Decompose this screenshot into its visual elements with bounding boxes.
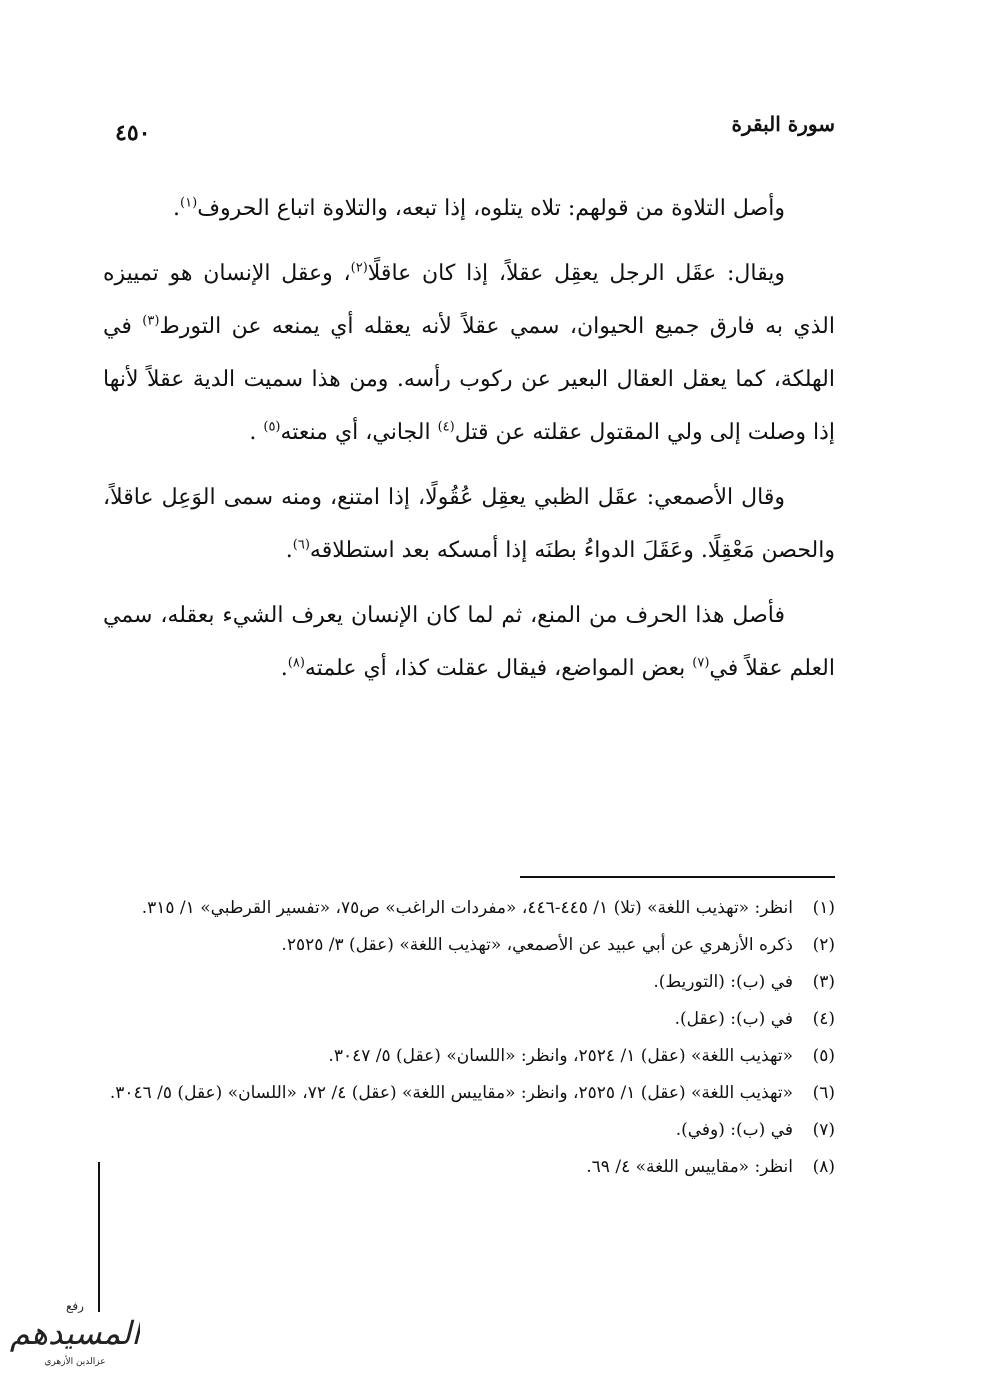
- footnote-ref[interactable]: (٨): [287, 655, 305, 671]
- paragraph-text: في الهلكة، كما يعقل العقال البعير عن ركوب رأسه. ومن هذا سميت الدية عقلاً لأنها إذا وصلت إلى ولي المقتول عقلته عن قتل: [103, 314, 835, 445]
- paragraph: [103, 471, 835, 577]
- footnote-item: [103, 1001, 835, 1038]
- footnote-item: [103, 1149, 835, 1186]
- paragraph-text: فأصل هذا الحرف من المنع، ثم لما كان الإنسان يعرف الشيء بعقله، سمي العلم عقلاً في: [103, 603, 835, 681]
- footnote-text: انظر: «تهذيب اللغة» (تلا) ١/ ٤٤٥-٤٤٦، «مفردات الراغب» ص٧٥، «تفسير القرطبي» ١/ ٣١٥.: [141, 898, 793, 918]
- paragraph-text: ، وعقل الإنسان هو تمييزه الذي به فارق جميع الحيوان، سمي عقلاً لأنه يعقله أي يمنعه عن التورط: [103, 261, 835, 339]
- paragraph: [103, 247, 835, 459]
- footnote-text: «تهذيب اللغة» (عقل) ١/ ٢٥٢٥، وانظر: «مقاييس اللغة» (عقل) ٤/ ٧٢، «اللسان» (عقل) ٥/ ٣٠٤٦.: [109, 1083, 793, 1103]
- footnote-number: (٨): [812, 1157, 835, 1177]
- footnote-text: في (ب): (عقل).: [674, 1009, 793, 1029]
- footnote-number: (١): [812, 898, 835, 918]
- footnote-text: «تهذيب اللغة» (عقل) ١/ ٢٥٢٤، وانظر: «اللسان» (عقل) ٥/ ٣٠٤٧.: [328, 1046, 793, 1066]
- footnote-item: [103, 890, 835, 927]
- footnote-separator: [520, 876, 835, 878]
- stamp-line-2: المسيدهم: [10, 1314, 140, 1352]
- paragraph-text: ويقال: عقَل الرجل يعقِل عقلاً، إذا كان عاقلًا: [367, 261, 785, 286]
- footnote-number: (٥): [812, 1046, 835, 1066]
- footnote-text: ذكره الأزهري عن أبي عبيد عن الأصمعي، «تهذيب اللغة» (عقل) ٣/ ٢٥٢٥.: [281, 935, 793, 955]
- paragraph-text: وأصل التلاوة من قولهم: تلاه يتلوه، إذا تبعه، والتلاوة اتباع الحروف: [197, 196, 785, 221]
- footnotes-list: [103, 890, 835, 1186]
- footnote-number: (٧): [812, 1120, 835, 1140]
- footnote-text: انظر: «مقاييس اللغة» ٤/ ٦٩.: [586, 1157, 793, 1177]
- paragraph-text: .: [249, 420, 264, 445]
- main-text: [103, 182, 835, 707]
- surah-title: سورة البقرة: [731, 112, 835, 136]
- page-header: [100, 112, 835, 152]
- footnote-ref[interactable]: (٧): [692, 655, 710, 671]
- stamp-line-3: عزالدين الأزهري: [44, 1357, 106, 1367]
- footnote-number: (٦): [812, 1083, 835, 1103]
- footnote-ref[interactable]: (٤): [437, 419, 455, 435]
- paragraph-text: .: [280, 656, 288, 681]
- footnote-item: [103, 1112, 835, 1149]
- paragraph: [103, 589, 835, 695]
- paragraph: [103, 182, 835, 235]
- margin-line: [98, 1162, 100, 1312]
- paragraph-text: .: [285, 538, 293, 563]
- footnote-item: [103, 1038, 835, 1075]
- footnote-text: في (ب): (التوريط).: [653, 972, 793, 992]
- footnote-number: (٣): [812, 972, 835, 992]
- footnote-ref[interactable]: (٦): [292, 537, 310, 553]
- footnote-ref[interactable]: (٣): [142, 313, 160, 329]
- footnote-text: في (ب): (وفي).: [675, 1120, 793, 1140]
- paragraph-text: .: [173, 196, 181, 221]
- paragraph-text: الجاني، أي منعته: [280, 420, 438, 445]
- publisher-stamp-logo: [10, 1292, 140, 1372]
- paragraph-text: وقال الأصمعي: عقَل الظبي يعقِل عُقُولًا، إذا امتنع، ومنه سمى الوَعِل عاقلاً، والحصن مَعْقِلًا. وعَقَلَ الدواءُ بطنَه إذا أمسكه بعد استطلاقه: [103, 485, 835, 563]
- footnote-number: (٤): [812, 1009, 835, 1029]
- footnote-ref[interactable]: (٥): [263, 419, 281, 435]
- stamp-line-1: رفع: [66, 1299, 84, 1313]
- footnote-number: (٢): [812, 935, 835, 955]
- page-number: ٤٥٠: [115, 120, 151, 146]
- footnote-item: [103, 1075, 835, 1112]
- footnote-ref[interactable]: (٢): [350, 260, 368, 276]
- footnote-ref[interactable]: (١): [180, 195, 198, 211]
- footnote-item: [103, 927, 835, 964]
- footnote-item: [103, 964, 835, 1001]
- paragraph-text: بعض المواضع، فيقال عقلت كذا، أي علمته: [304, 656, 693, 681]
